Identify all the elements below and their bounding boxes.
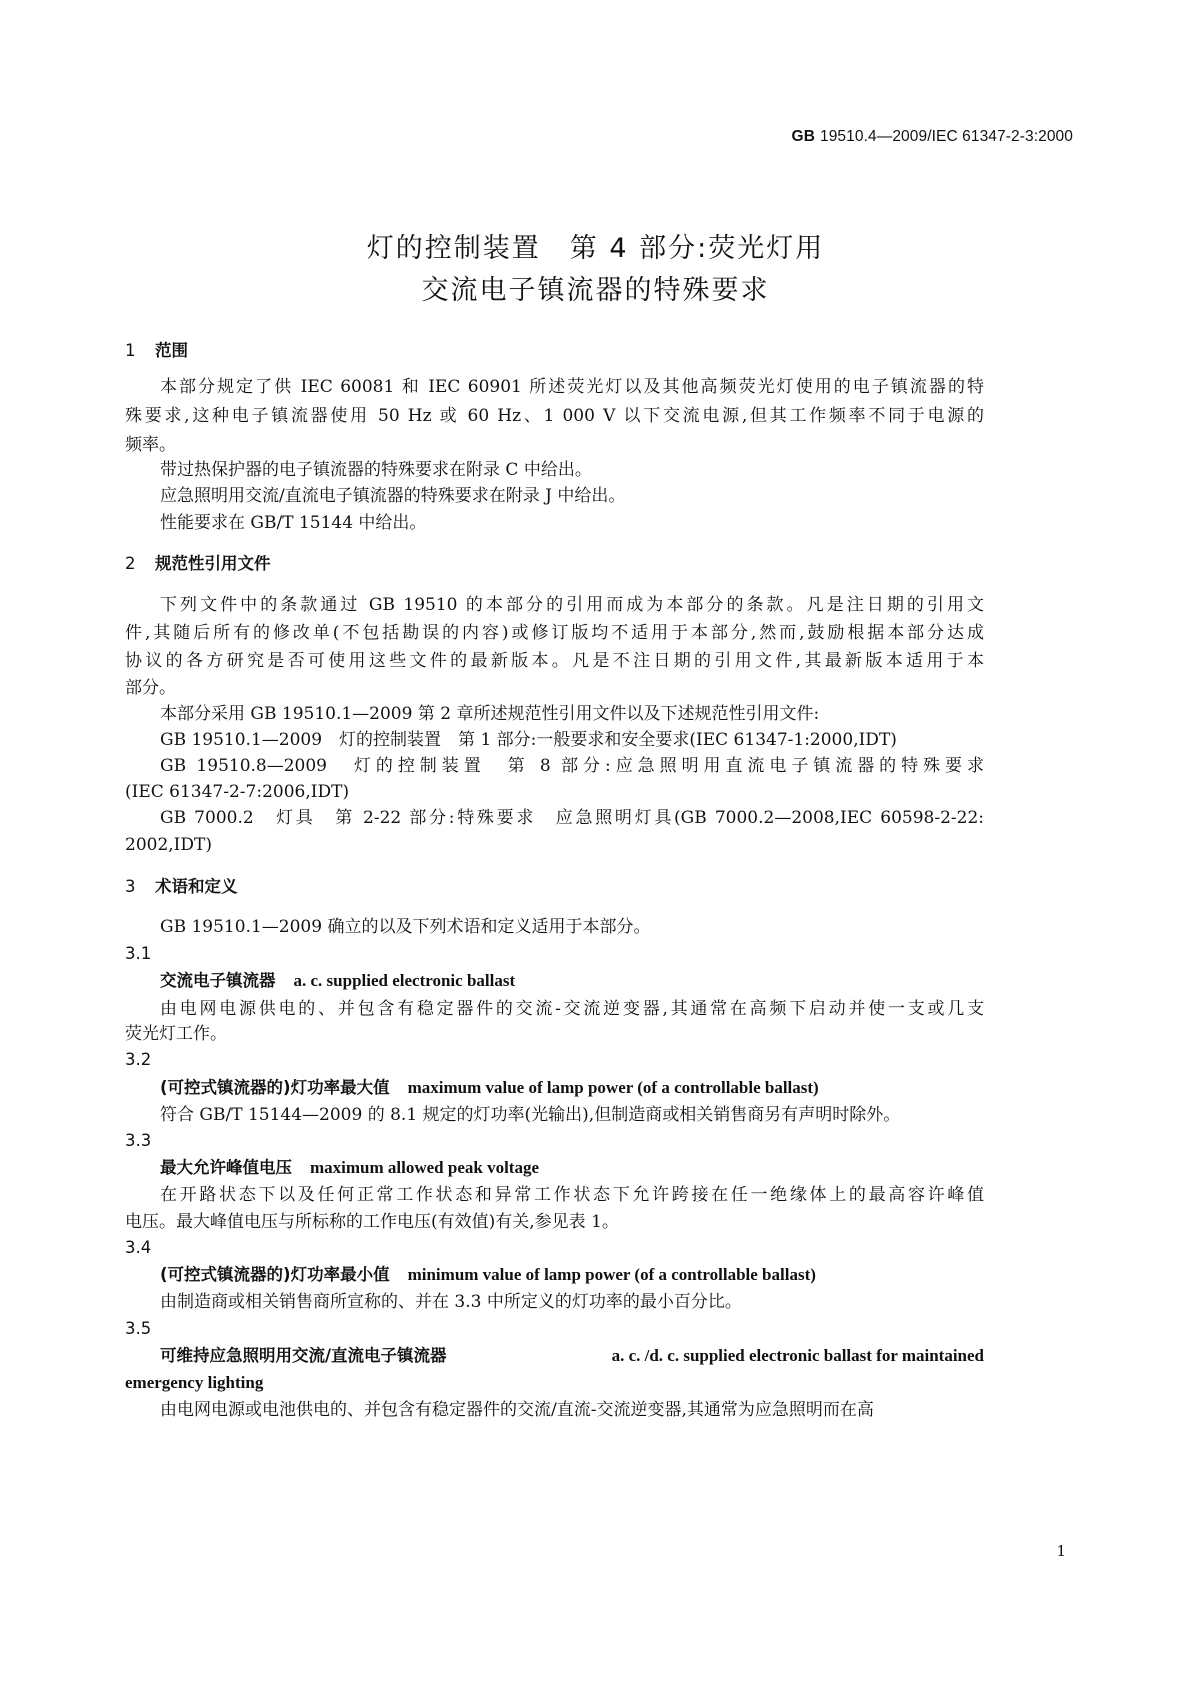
reference-item: GB 19510.8—2009 灯的控制装置 第 8 部分:应急照明用直流电子镇流器的特殊要求 — [160, 756, 984, 776]
section-2-paragraph: 本部分采用 GB 19510.1—2009 第 2 章所述规范性引用文件以及下述规范性引用文件: — [160, 704, 820, 724]
term-definition: 由电网电源供电的、并包含有稳定器件的交流-交流逆变器,其通常在高频下启动并使一支或几支 — [160, 999, 984, 1019]
standard-code-header: GB 19510.4—2009/IEC 61347-2-3:2000 — [791, 128, 1073, 145]
section-2-paragraph: 部分。 — [125, 678, 176, 698]
reference-item: (IEC 61347-2-7:2006,IDT) — [125, 782, 350, 802]
section-1-paragraph: 殊要求,这种电子镇流器使用 50 Hz 或 60 Hz、1 000 V 以下交流电源,但其工作频率不同于电源的 — [125, 406, 984, 426]
term-number: 3.2 — [125, 1050, 152, 1069]
term-definition: 由制造商或相关销售商所宣称的、并在 3.3 中所定义的灯功率的最小百分比。 — [160, 1292, 742, 1312]
term-definition: 在开路状态下以及任何正常工作状态和异常工作状态下允许跨接在任一绝缘体上的最高容许峰值 — [160, 1185, 984, 1205]
term-number: 3.5 — [125, 1319, 152, 1338]
term-number: 3.3 — [125, 1131, 152, 1150]
reference-item: 2002,IDT) — [125, 835, 212, 855]
reference-item: GB 7000.2 灯具 第 2-22 部分:特殊要求 应急照明灯具(GB 7000.2—2008,IEC 60598-2-22: — [160, 808, 984, 828]
term-heading: 可维持应急照明用交流/直流电子镇流器 a. c. /d. c. supplied electronic ballast for maintained — [160, 1346, 984, 1365]
section-1-paragraph: 频率。 — [125, 435, 176, 455]
section-1-heading: 1 范围 — [125, 341, 188, 360]
term-heading: 最大允许峰值电压 maximum allowed peak voltage — [160, 1158, 540, 1177]
document-title-line-1: 灯的控制装置 第 4 部分:荧光灯用 — [366, 233, 825, 264]
term-heading: (可控式镇流器的)灯功率最小值 minimum value of lamp power (of a controllable ballast) — [160, 1265, 816, 1284]
term-definition: 荧光灯工作。 — [125, 1024, 227, 1044]
section-2-paragraph: 下列文件中的条款通过 GB 19510 的本部分的引用而成为本部分的条款。凡是注日期的引用文 — [160, 595, 984, 615]
section-1-paragraph: 带过热保护器的电子镇流器的特殊要求在附录 C 中给出。 — [160, 460, 592, 480]
term-heading: (可控式镇流器的)灯功率最大值 maximum value of lamp power (of a controllable ballast) — [160, 1078, 819, 1097]
document-title-line-2: 交流电子镇流器的特殊要求 — [421, 275, 770, 306]
term-definition: 电压。最大峰值电压与所标称的工作电压(有效值)有关,参见表 1。 — [125, 1212, 619, 1232]
term-heading: 交流电子镇流器 a. c. supplied electronic ballast — [160, 971, 516, 990]
page-number: 1 — [1056, 1542, 1066, 1560]
section-1-paragraph: 性能要求在 GB/T 15144 中给出。 — [160, 513, 427, 533]
section-3-heading: 3 术语和定义 — [125, 877, 238, 896]
term-number: 3.1 — [125, 944, 152, 963]
section-2-paragraph: 件,其随后所有的修改单(不包括勘误的内容)或修订版均不适用于本部分,然而,鼓励根据本部分达成 — [125, 623, 984, 643]
section-2-heading: 2 规范性引用文件 — [125, 554, 271, 573]
term-number: 3.4 — [125, 1238, 152, 1257]
section-3-paragraph: GB 19510.1—2009 确立的以及下列术语和定义适用于本部分。 — [160, 917, 651, 937]
section-1-paragraph: 本部分规定了供 IEC 60081 和 IEC 60901 所述荧光灯以及其他高频荧光灯使用的电子镇流器的特 — [160, 377, 984, 397]
term-heading: emergency lighting — [125, 1373, 264, 1392]
section-2-paragraph: 协议的各方研究是否可使用这些文件的最新版本。凡是不注日期的引用文件,其最新版本适用于本 — [125, 651, 984, 671]
section-1-paragraph: 应急照明用交流/直流电子镇流器的特殊要求在附录 J 中给出。 — [160, 486, 626, 506]
term-definition: 符合 GB/T 15144—2009 的 8.1 规定的灯功率(光输出),但制造商或相关销售商另有声明时除外。 — [160, 1105, 901, 1125]
term-definition: 由电网电源或电池供电的、并包含有稳定器件的交流/直流-交流逆变器,其通常为应急照明而在高 — [160, 1400, 874, 1420]
reference-item: GB 19510.1—2009 灯的控制装置 第 1 部分:一般要求和安全要求(IEC 61347-1:2000,IDT) — [160, 730, 897, 750]
